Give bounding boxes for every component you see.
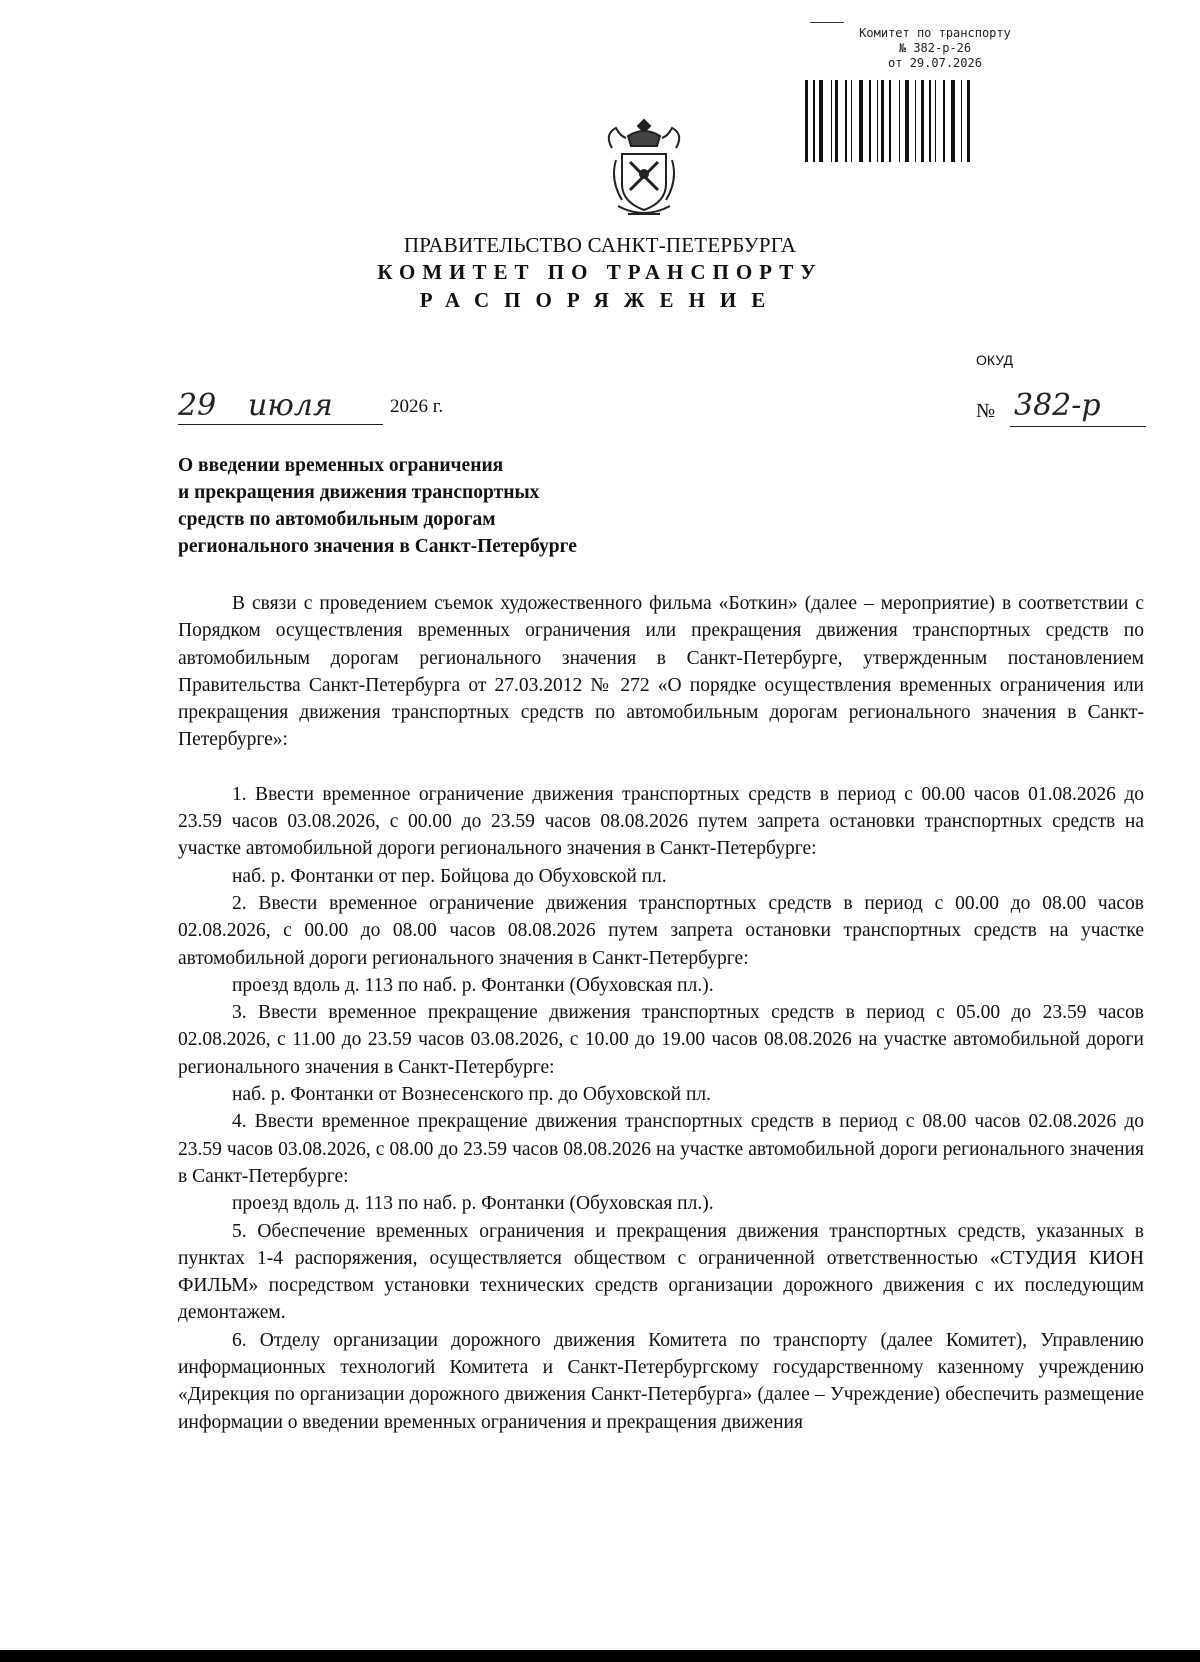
- street-line: наб. р. Фонтанки от Вознесенского пр. до Обуховской пл.: [232, 1084, 712, 1106]
- date-year: 2026 г.: [390, 396, 444, 417]
- government-heading: ПРАВИТЕЛЬСТВО САНКТ-ПЕТЕРБУРГА: [403, 233, 797, 257]
- street-line: наб. р. Фонтанки от пер. Бойцова до Обуховской пл.: [232, 865, 667, 887]
- coat-of-arms-emblem: [598, 114, 690, 224]
- document-title: [178, 452, 698, 560]
- number-sign: №: [976, 400, 996, 422]
- date-underline: [178, 424, 383, 425]
- stamp-rule: [810, 22, 844, 23]
- item-paragraph: 2. Ввести временное ограничение движения транспортных средств в период с 00.00 до 08.00 часов 02.08.2026, с 00.00 до 08.00 часов 08.08.2026 путем запрета остановки транспортных средств на участке автомобильной дороги регионального значения в Санкт-Петербурге:: [178, 892, 1144, 969]
- committee-heading: КОМИТЕТ ПО ТРАНСПОРТУ: [377, 260, 823, 284]
- item-paragraph: 5. Обеспечение временных ограничения и прекращения движения транспортных средств, указанных в пунктах 1-4 распоряжения, осуществляется обществом с ограниченной ответственностью «СТУДИЯ КИОН ФИЛЬМ» посредством установки технических средств организации дорожного движения с их последующим демонтажем.: [178, 1220, 1144, 1324]
- title-line: регионального значения в Санкт-Петербурге: [178, 536, 577, 557]
- stamp-line-2: № 382-р-26: [898, 41, 972, 55]
- title-line: средств по автомобильным дорогам: [178, 509, 496, 530]
- stamp-line-1: Комитет по транспорту: [859, 26, 1011, 40]
- item-paragraph: 3. Ввести временное прекращение движения транспортных средств в период с 05.00 до 23.59 часов 02.08.2026, с 11.00 до 23.59 часов 03.08.2026, с 10.00 до 19.00 часов 08.08.2026 на участке автомобильной дороги регионального значения в Санкт-Петербурге:: [178, 1002, 1144, 1078]
- order-type-heading: РАСПОРЯЖЕНИЕ: [419, 288, 781, 312]
- title-line: О введении временных ограничения: [178, 455, 504, 476]
- date-day: 29: [178, 388, 217, 423]
- title-line: и прекращения движения транспортных: [178, 482, 540, 503]
- barcode: [805, 80, 1061, 162]
- preamble-paragraph: В связи с проведением съемок художественного фильма «Боткин» (далее – мероприятие) в соответствии с Порядком осуществления временных ограничения или прекращения движения транспортных средств по автомобильным дорогам регионального значения в Санкт-Петербурге, утвержденным постановлением Правительства Санкт-Петербурга от 27.03.2012 № 272 «О порядке осуществления временных ограничения или прекращения движения транспортных средств по автомобильным дорогам регионального значения в Санкт-Петербурге»:: [178, 593, 1144, 751]
- number-underline: [1010, 426, 1146, 427]
- okud-label: ОКУД: [976, 352, 1013, 368]
- document-date: [178, 388, 498, 434]
- item-paragraph: 1. Ввести временное ограничение движения транспортных средств в период с 00.00 часов 01.08.2026 до 23.59 часов 03.08.2026, с 00.00 до 23.59 часов 08.08.2026 путем запрета остановки транспортных средств на участке автомобильной дороги регионального значения в Санкт-Петербурге:: [178, 783, 1144, 860]
- stamp-line-3: от 29.07.2026: [888, 56, 982, 70]
- document-body: [178, 590, 1144, 1436]
- date-month: июля: [248, 388, 333, 423]
- registration-stamp: [800, 26, 1070, 71]
- street-line: проезд вдоль д. 113 по наб. р. Фонтанки (Обуховская пл.).: [232, 1193, 714, 1215]
- street-line: проезд вдоль д. 113 по наб. р. Фонтанки (Обуховская пл.).: [232, 974, 714, 996]
- scan-edge: [0, 1650, 1200, 1662]
- item-paragraph: 6. Отделу организации дорожного движения Комитета по транспорту (далее Комитет), Управлению информационных технологий Комитета и Санкт-Петербургскому государственному казенному учреждению «Дирекция по организации дорожного движения Санкт-Петербурга» (далее – Учреждение) обеспечить размещение информации о введении временных ограничения и прекращения движения: [178, 1329, 1144, 1433]
- number-value: 382-р: [1014, 388, 1101, 423]
- document-number: [976, 388, 1146, 434]
- item-paragraph: 4. Ввести временное прекращение движения транспортных средств в период с 08.00 часов 02.08.2026 до 23.59 часов 03.08.2026, с 08.00 до 23.59 часов 08.08.2026 на участке автомобильной дороги регионального значения в Санкт-Петербурге:: [178, 1111, 1144, 1187]
